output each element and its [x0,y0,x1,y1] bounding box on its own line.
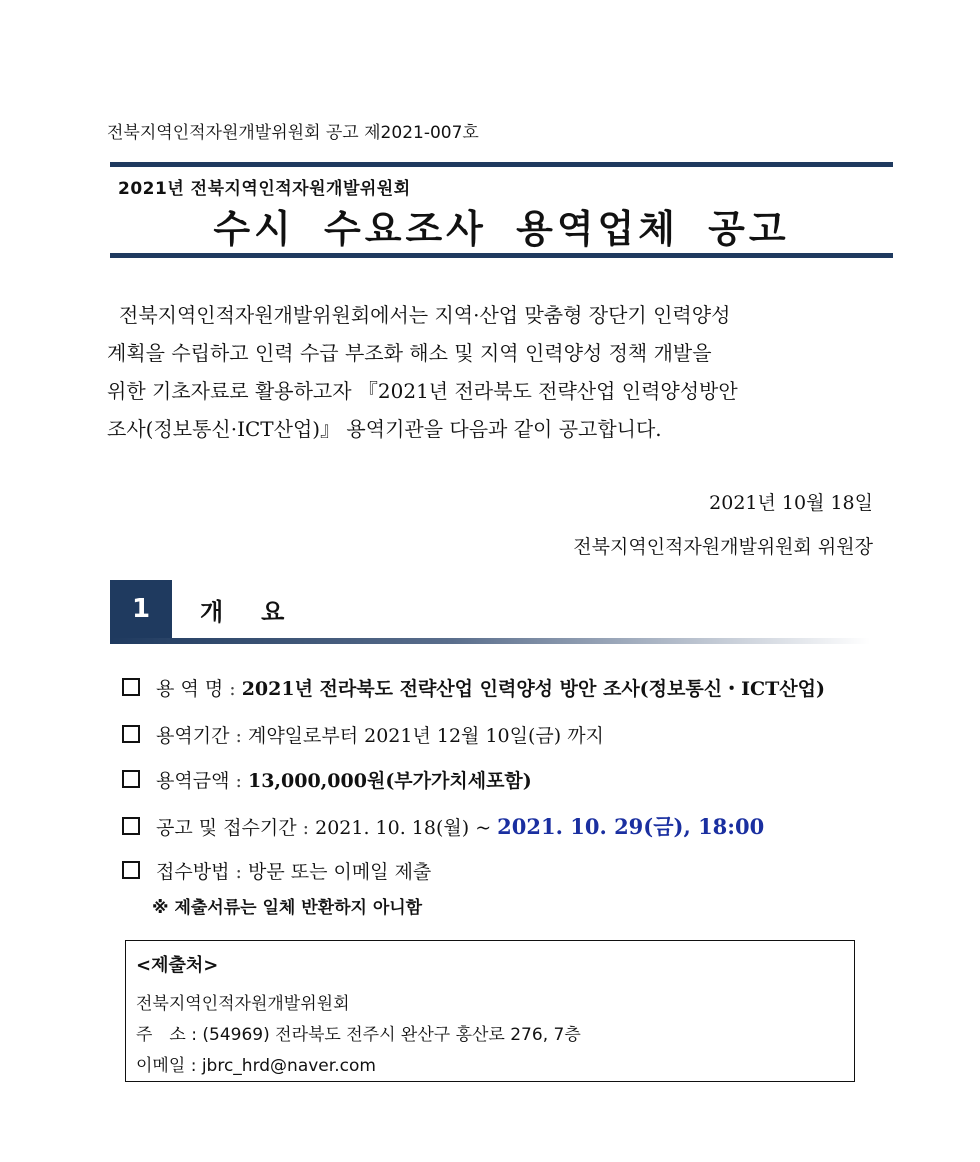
item-value: 계약일로부터 2021년 12월 10일(금) 까지 [247,725,604,747]
submission-title: <제출처> [136,955,219,976]
intro-line: 계획을 수립하고 인력 수급 부조화 해소 및 지역 인력양성 정책 개발을 [107,341,712,365]
submission-org: 전북지역인적자원개발위원회 [136,994,350,1014]
submission-address [136,1020,581,1045]
email-value: : jbrc_hrd@naver.com [190,1056,376,1076]
item-label: 용 역 명 [156,678,224,700]
return-note: ※ 제출서류는 일체 반환하지 아니함 [152,898,423,918]
item-value-start: 2021. 10. 18(월) ~ [315,817,498,839]
header-rule-bottom [110,253,893,258]
item-label: 공고 및 접수기간 [156,817,297,839]
section-title: 개요 [200,598,323,626]
page-title: 수시 수요조사 용역업체 공고 [213,207,790,251]
address-label: 주 소 [136,1025,186,1045]
notice-number: 전북지역인적자원개발위원회 공고 제2021-007호 [107,123,479,143]
item-separator: : [235,861,242,883]
checkbox-icon [122,678,140,696]
intro-line: 조사(정보통신·ICT산업)』 용역기관을 다음과 같이 공고합니다. [107,417,662,441]
item-separator: : [235,770,242,792]
checkbox-icon [122,861,140,879]
intro-line: 위한 기초자료로 활용하고자 『2021년 전라북도 전략산업 인력양성방안 [107,379,738,403]
checkbox-icon [122,725,140,743]
submission-box [125,940,855,1082]
item-label: 접수방법 [156,861,230,883]
item-reception-period [122,811,764,841]
item-value: 방문 또는 이메일 제출 [247,861,432,883]
item-service-amount [122,766,532,793]
section-header [110,580,870,642]
item-separator: : [302,817,310,839]
checkbox-icon [122,770,140,788]
section-number: 1 [110,580,172,638]
item-service-name [122,674,825,701]
item-service-period [122,721,604,748]
email-label: 이메일 [136,1056,186,1076]
submission-email [136,1051,376,1076]
header-rule-top [110,162,893,167]
intro-paragraph [107,296,873,448]
signer: 전북지역인적자원개발위원회 위원장 [573,536,873,558]
item-label: 용역금액 [156,770,230,792]
item-value-deadline: 2021. 10. 29(금), 18:00 [497,814,765,839]
header-subtitle: 2021년 전북지역인적자원개발위원회 [118,179,411,199]
section-underline [110,638,870,644]
address-value: : (54969) 전라북도 전주시 완산구 홍산로 276, 7층 [191,1025,581,1045]
item-reception-method [122,857,431,884]
intro-line: 전북지역인적자원개발위원회에서는 지역·산업 맞춤형 장단기 인력양성 [119,303,731,327]
checkbox-icon [122,817,140,835]
item-value: 13,000,000원(부가가치세포함) [247,770,532,792]
item-value: 2021년 전라북도 전략산업 인력양성 방안 조사(정보통신・ICT산업) [241,678,825,700]
item-separator: : [235,725,242,747]
notice-date: 2021년 10월 18일 [709,492,873,514]
item-label: 용역기간 [156,725,230,747]
item-separator: : [229,678,236,700]
